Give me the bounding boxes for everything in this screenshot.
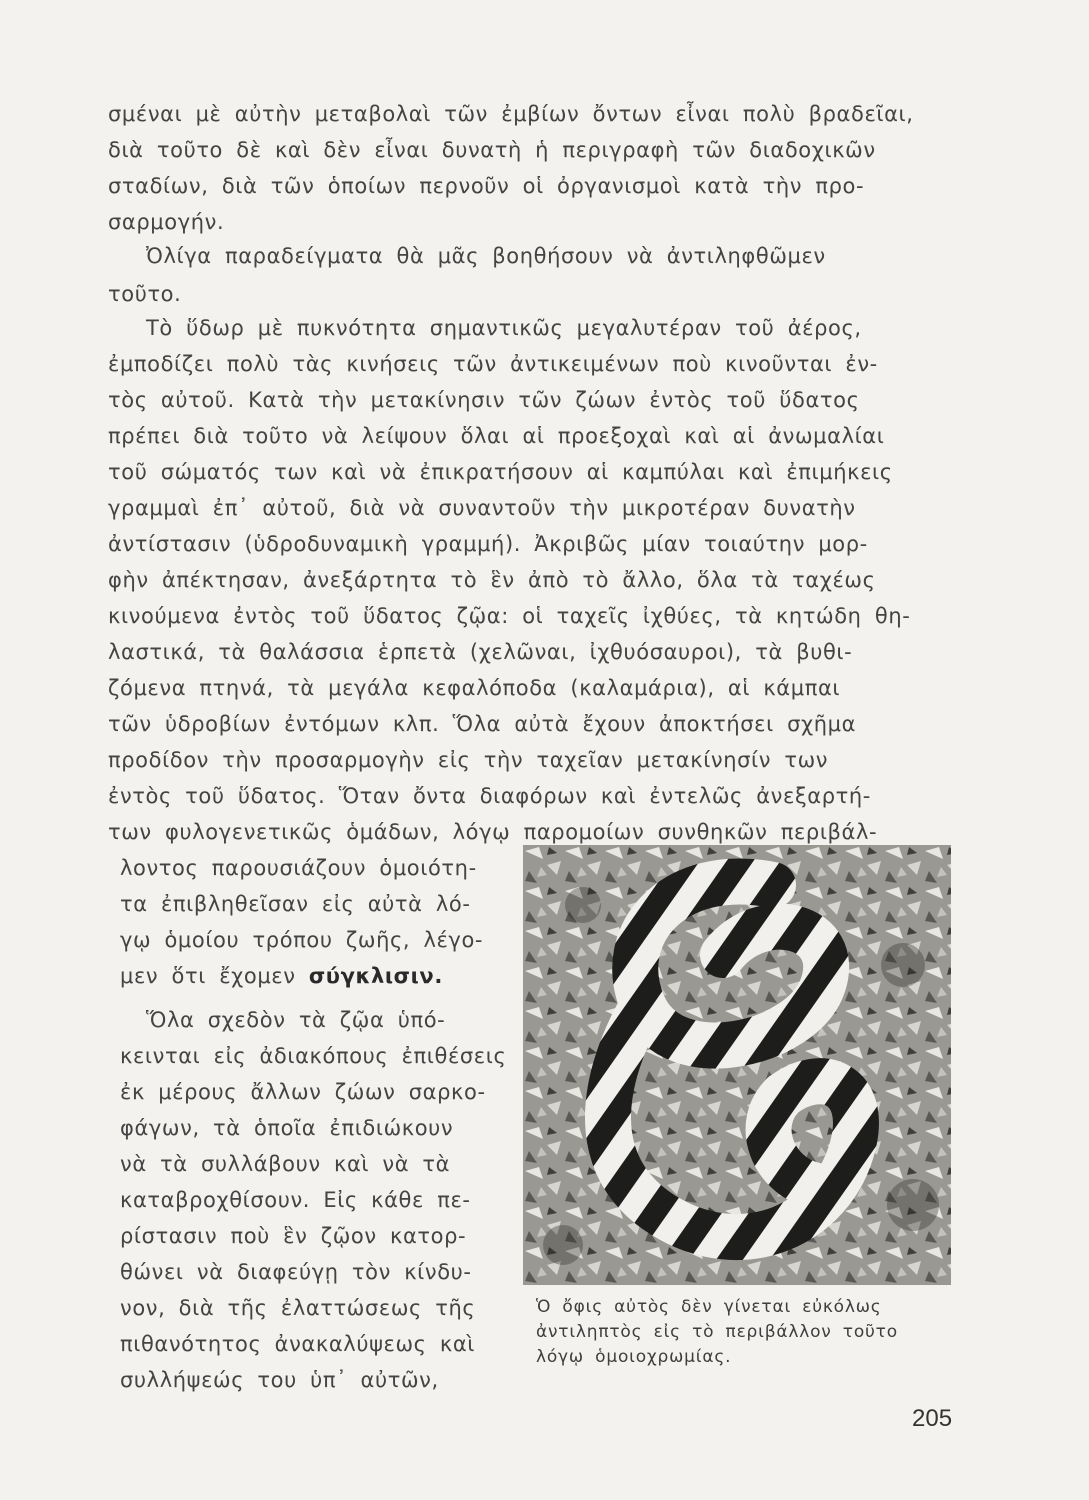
text-line: τοῦ σώματός των καὶ νὰ ἐπικρατήσουν αἱ καμπύλαι καὶ ἐπιμήκεις bbox=[108, 460, 893, 484]
text-line: κινούμενα ἐντὸς τοῦ ὕδατος ζῷα: οἱ ταχεῖς ἰχθύες, τὰ κητώδη θη- bbox=[108, 604, 911, 628]
text-line: καταβροχθίσουν. Εἰς κάθε πε- bbox=[120, 1188, 471, 1212]
text-line: ρίστασιν ποὺ ἓν ζῷον κατορ- bbox=[120, 1224, 467, 1248]
text-line: νον, διὰ τῆς ἐλαττώσεως τῆς bbox=[120, 1296, 476, 1320]
text-line: σταδίων, διὰ τῶν ὁποίων περνοῦν οἱ ὀργανισμοὶ κατὰ τὴν προ- bbox=[108, 174, 865, 198]
text-line: των φυλογενετικῶς ὁμάδων, λόγῳ παρομοίων συνθηκῶν περιβάλ- bbox=[108, 820, 878, 844]
snake-photo bbox=[523, 845, 951, 1285]
text-line: ἐντὸς τοῦ ὕδατος. Ὅταν ὄντα διαφόρων καὶ ἐντελῶς ἀνεξαρτή- bbox=[108, 784, 871, 808]
text-line: ἀντίστασιν (ὑδροδυναμικὴ γραμμή). Ἀκριβῶς μίαν τοιαύτην μορ- bbox=[108, 532, 868, 556]
text-line: Ὅλα σχεδὸν τὰ ζῷα ὑπό- bbox=[146, 1008, 446, 1032]
text-line: σαρμογήν. bbox=[108, 210, 225, 234]
snake-photo-drawing bbox=[523, 845, 951, 1285]
figure-caption: ἀντιληπτὸς εἰς τὸ περιβάλλον τοῦτο bbox=[536, 1322, 898, 1342]
text-line: τῶν ὑδροβίων ἐντόμων κλπ. Ὅλα αὐτὰ ἔχουν ἀποκτήσει σχῆμα bbox=[108, 712, 857, 736]
page-number: 205 bbox=[912, 1405, 953, 1432]
text-line: τὸς αὐτοῦ. Κατὰ τὴν μετακίνησιν τῶν ζώων ἐντὸς τοῦ ὕδατος bbox=[108, 388, 860, 412]
text-line: κεινται εἰς ἀδιακόπους ἐπιθέσεις bbox=[120, 1044, 507, 1068]
text-line: πρέπει διὰ τοῦτο νὰ λείψουν ὅλαι αἱ προεξοχαὶ καὶ αἱ ἀνωμαλίαι bbox=[108, 424, 885, 448]
text-line: τα ἐπιβληθεῖσαν εἰς αὐτὰ λό- bbox=[120, 892, 471, 916]
text-line: πιθανότητος ἀνακαλύψεως καὶ bbox=[120, 1332, 475, 1356]
text-fragment: μεν ὅτι ἔχομεν bbox=[120, 964, 296, 988]
text-line: διὰ τοῦτο δὲ καὶ δὲν εἶναι δυνατὴ ἡ περιγραφὴ τῶν διαδοχικῶν bbox=[108, 138, 876, 162]
text-line: σμέναι μὲ αὐτὴν μεταβολαὶ τῶν ἐμβίων ὄντων εἶναι πολὺ βραδεῖαι, bbox=[108, 102, 914, 126]
text-line: νὰ τὰ συλλάβουν καὶ νὰ τὰ bbox=[120, 1152, 451, 1176]
text-line: προδίδον τὴν προσαρμογὴν εἰς τὴν ταχεῖαν μετακίνησίν των bbox=[108, 748, 829, 772]
text-line: ζόμενα πτηνά, τὰ μεγάλα κεφαλόποδα (καλαμάρια), αἱ κάμπαι bbox=[108, 676, 841, 700]
bold-term: σύγκλισιν. bbox=[308, 964, 443, 988]
text-line: Τὸ ὕδωρ μὲ πυκνότητα σημαντικῶς μεγαλυτέραν τοῦ ἀέρος, bbox=[146, 316, 862, 340]
text-line: γῳ ὁμοίου τρόπου ζωῆς, λέγο- bbox=[120, 928, 484, 952]
text-line: λαστικά, τὰ θαλάσσια ἑρπετὰ (χελῶναι, ἰχθυόσαυροι), τὰ βυθι- bbox=[108, 640, 853, 664]
text-line: Ὀλίγα παραδείγματα θὰ μᾶς βοηθήσουν νὰ ἀντιληφθῶμεν bbox=[146, 244, 826, 268]
text-line: ἐμποδίζει πολὺ τὰς κινήσεις τῶν ἀντικειμένων ποὺ κινοῦνται ἐν- bbox=[108, 352, 878, 376]
text-line bbox=[120, 964, 443, 988]
text-line: τοῦτο. bbox=[108, 282, 182, 306]
text-line: λοντος παρουσιάζουν ὁμοιότη- bbox=[120, 856, 477, 880]
text-line: φὴν ἀπέκτησαν, ἀνεξάρτητα τὸ ἓν ἀπὸ τὸ ἄλλο, ὅλα τὰ ταχέως bbox=[108, 568, 876, 592]
text-line: συλλήψεώς του ὑπ᾽ αὐτῶν, bbox=[120, 1368, 439, 1392]
text-line: ἐκ μέρους ἄλλων ζώων σαρκο- bbox=[120, 1080, 486, 1104]
figure-caption: Ὁ ὄφις αὐτὸς δὲν γίνεται εὐκόλως bbox=[536, 1297, 882, 1317]
text-line: φάγων, τὰ ὁποῖα ἐπιδιώκουν bbox=[120, 1116, 454, 1140]
text-line: γραμμαὶ ἐπ᾽ αὐτοῦ, διὰ νὰ συναντοῦν τὴν μικροτέραν δυνατὴν bbox=[108, 496, 856, 520]
figure-caption: λόγῳ ὁμοιοχρωμίας. bbox=[536, 1347, 732, 1367]
text-line: θώνει νὰ διαφεύγῃ τὸν κίνδυ- bbox=[120, 1260, 472, 1284]
